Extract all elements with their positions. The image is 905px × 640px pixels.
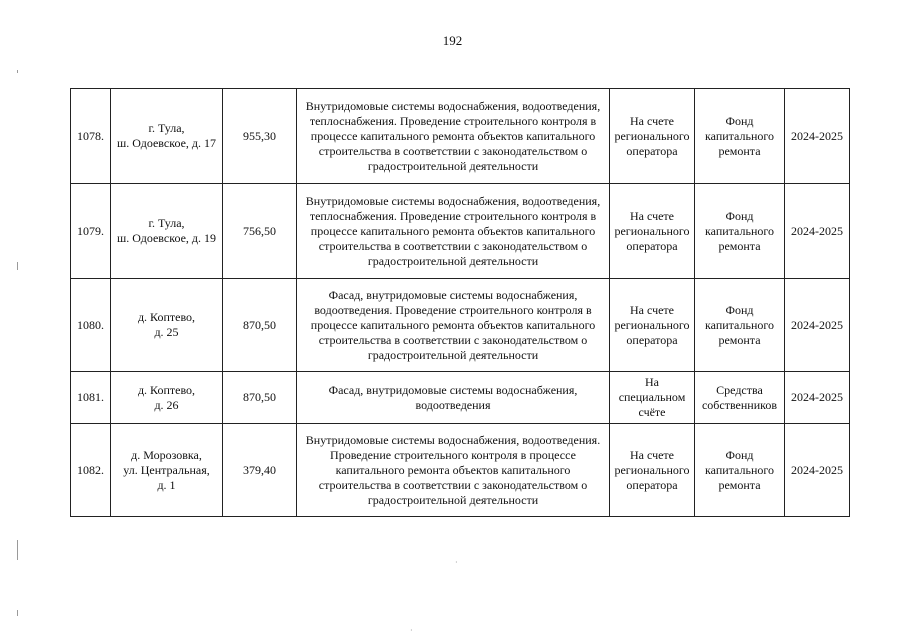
funding-source-cell: Средства собственников [695,372,785,424]
table-row [71,89,850,184]
period-cell: 2024-2025 [785,89,850,184]
works-cell: Фасад, внутридомовые системы водоснабжения, водоотведения [297,372,610,424]
page-number: 192 [442,33,463,48]
period-cell: 2024-2025 [785,184,850,279]
row-number: 1079. [71,184,111,279]
funding-source-cell: Фонд капитального ремонта [695,279,785,372]
address-cell: г. Тула, ш. Одоевское, д. 17 [111,89,223,184]
row-number: 1078. [71,89,111,184]
scan-speck: · [455,558,458,567]
scan-mark [17,610,18,616]
table-row [71,372,850,424]
row-number: 1082. [71,424,111,517]
row-number: 1081. [71,372,111,424]
address-cell: г. Тула, ш. Одоевское, д. 19 [111,184,223,279]
table-row [71,184,850,279]
scan-mark [17,540,18,560]
period-cell: 2024-2025 [785,279,850,372]
area-cell: 870,50 [223,279,297,372]
funding-source-cell: Фонд капитального ремонта [695,184,785,279]
area-cell: 379,40 [223,424,297,517]
account-cell: На счете регионального оператора [610,424,695,517]
period-cell: 2024-2025 [785,424,850,517]
account-cell: На счете регионального оператора [610,184,695,279]
scan-mark [17,70,18,73]
funding-source-cell: Фонд капитального ремонта [695,424,785,517]
address-cell: д. Морозовка, ул. Центральная, д. 1 [111,424,223,517]
address-cell: д. Коптево, д. 25 [111,279,223,372]
address-cell: д. Коптево, д. 26 [111,372,223,424]
account-cell: На специальном счёте [610,372,695,424]
table-row [71,424,850,517]
works-cell: Внутридомовые системы водоснабжения, водоотведения, теплоснабжения. Проведение строительного контроля в процессе капитального ремонта объектов капитального строительства в соответствии с законодательством о градостроительной деятельности [297,184,610,279]
works-cell: Внутридомовые системы водоснабжения, водоотведения. Проведение строительного контроля в процессе капитального ремонта объектов капитального строительства в соответствии с законодательством о градостроительной деятельности [297,424,610,517]
works-cell: Фасад, внутридомовые системы водоснабжения, водоотведения. Проведение строительного контроля в процессе капитального ремонта объектов капитального строительства в соответствии с законодательством о градостроительной деятельности [297,279,610,372]
row-number: 1080. [71,279,111,372]
area-cell: 756,50 [223,184,297,279]
table-row [71,279,850,372]
area-cell: 870,50 [223,372,297,424]
period-cell: 2024-2025 [785,372,850,424]
account-cell: На счете регионального оператора [610,279,695,372]
funding-source-cell: Фонд капитального ремонта [695,89,785,184]
account-cell: На счете регионального оператора [610,89,695,184]
area-cell: 955,30 [223,89,297,184]
works-cell: Внутридомовые системы водоснабжения, водоотведения, теплоснабжения. Проведение строительного контроля в процессе капитального ремонта объектов капитального строительства в соответствии с законодательством о градостроительной деятельности [297,89,610,184]
scan-speck: · [410,626,413,635]
repair-schedule-table [70,88,850,517]
scan-mark [17,262,18,270]
